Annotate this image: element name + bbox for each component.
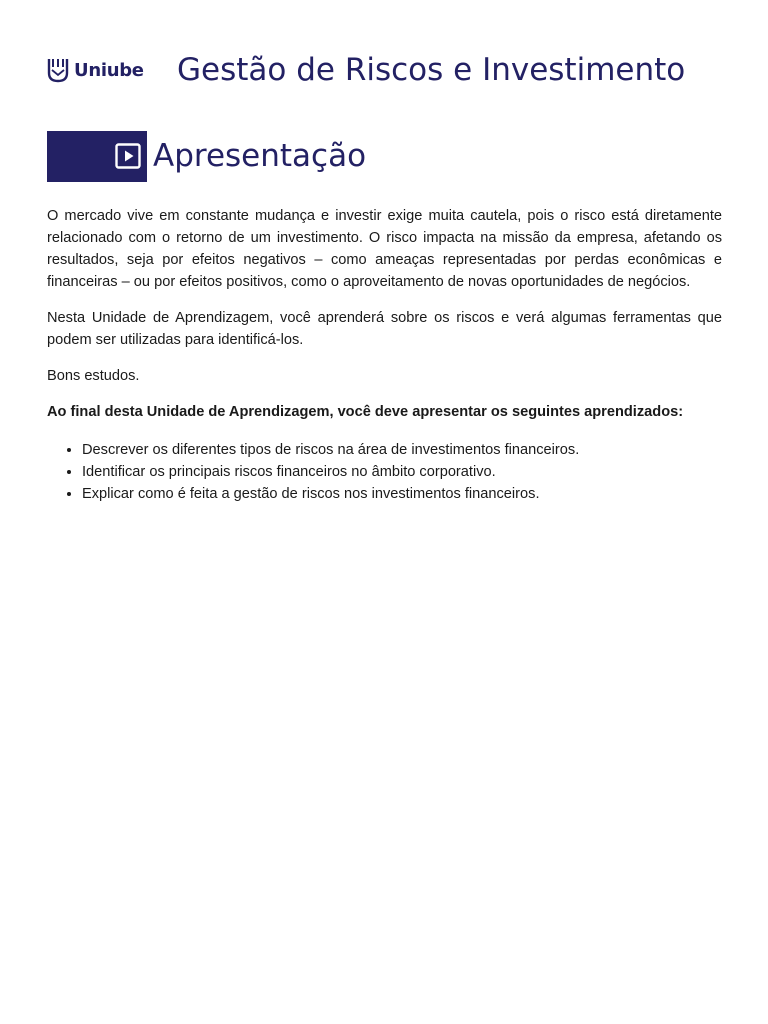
objectives-list (47, 439, 722, 505)
list-item: • Identificar os principais riscos financeiros no âmbito corporativo. (82, 461, 722, 483)
list-item: • Descrever os diferentes tipos de riscos na área de investimentos financeiros. (82, 439, 722, 461)
document-title: Gestão de Riscos e Investimento (177, 52, 686, 88)
closing-paragraph: Bons estudos. (47, 368, 140, 384)
list-item: • Explicar como é feita a gestão de riscos nos investimentos financeiros. (82, 483, 722, 505)
play-icon (115, 143, 141, 169)
unit-paragraph: Nesta Unidade de Aprendizagem, você aprenderá sobre os riscos e verá algumas ferramentas que podem ser utilizadas para identificá-los. (47, 310, 722, 348)
uniube-logo-icon (47, 57, 69, 83)
page-header (47, 50, 727, 90)
objectives-heading: Ao final desta Unidade de Aprendizagem, você deve apresentar os seguintes aprendizados: (47, 404, 684, 420)
uniube-logo (47, 56, 144, 84)
content-body (47, 205, 722, 505)
section-bar (47, 131, 147, 182)
section-title: Apresentação (153, 138, 367, 174)
intro-paragraph: O mercado vive em constante mudança e investir exige muita cautela, pois o risco está diretamente relacionado com o retorno de um investimento. O risco impacta na missão da empresa, afetando os resultados, seja por efeitos negativos – como ameaças representadas por perdas econômicas e financeiras – ou por efeitos positivos, como o aproveitamento de novas oportunidades de negócios. (47, 208, 722, 290)
logo-text: Uniube (74, 59, 144, 81)
